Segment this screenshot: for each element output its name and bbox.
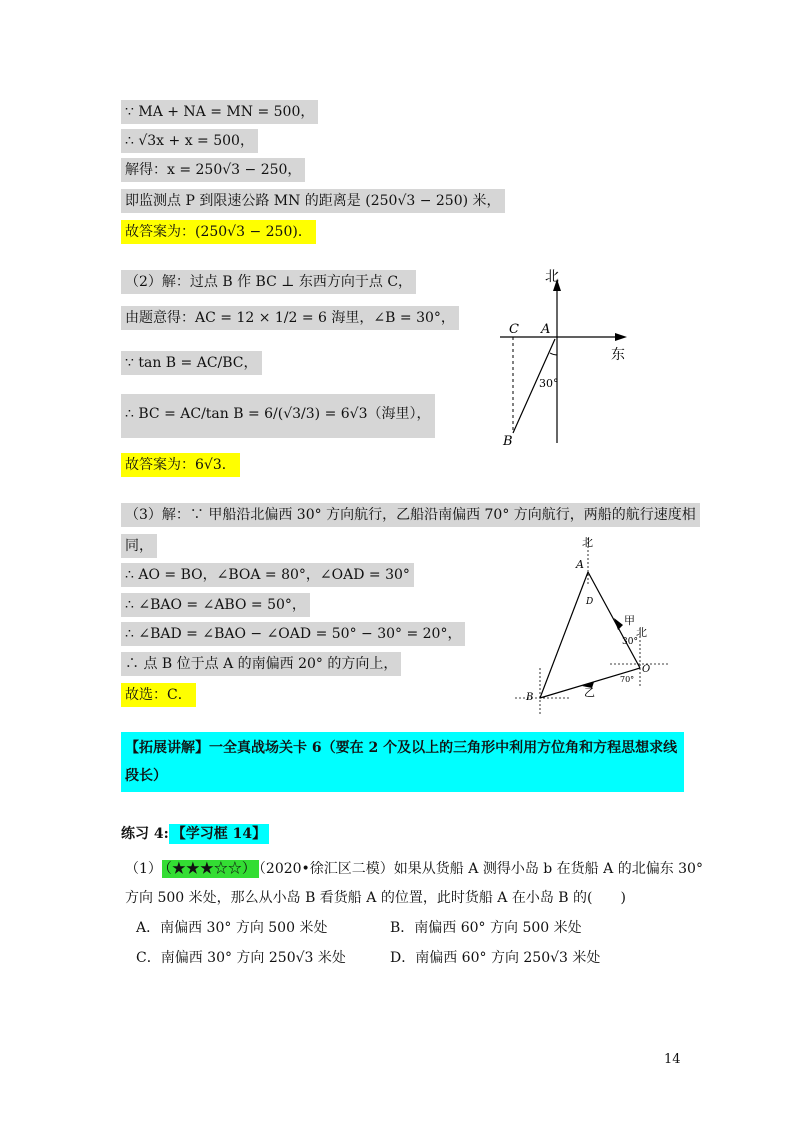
- part2-answer: 故答案为：6√3．: [121, 453, 240, 477]
- part2-line1: （2）解：过点 B 作 BC ⊥ 东西方向于点 C，: [121, 270, 416, 294]
- fig2-angle30-label: 30°: [622, 637, 638, 647]
- exercise-heading: [121, 822, 273, 846]
- fig2-angle70-label: 70°: [620, 675, 635, 684]
- fig2-a-label: A: [576, 558, 584, 571]
- part3-line6: ∴ 点 B 位于点 A 的南偏西 20° 的方向上，: [121, 652, 401, 676]
- fig1-east-arrow: [615, 333, 627, 341]
- part3-answer: 故选：C．: [121, 683, 196, 707]
- part1-line3: 解得：x = 250√3 − 250，: [121, 158, 305, 182]
- part1-line4: 即监测点 P 到限速公路 MN 的距离是 (250√3 − 250) 米，: [121, 189, 505, 213]
- fig1-angle-label: 30°: [539, 377, 559, 390]
- part1-line1: ∵ MA + NA = MN = 500，: [121, 100, 318, 124]
- part1-line2: ∴ √3x + x = 500，: [121, 129, 258, 153]
- option-a[interactable]: A．南偏西 30° 方向 500 米处: [136, 920, 328, 936]
- fig1-c-label: C: [509, 322, 519, 337]
- fig2-yi-label: 乙: [584, 686, 595, 699]
- question-text1: （2020•徐汇区二模）如果从货船 A 测得小岛 b 在货船 A 的北偏东 30°: [258, 861, 703, 877]
- part2-line2: 由题意得：AC = 12 × 1/2 = 6 海里，∠B = 30°，: [121, 306, 459, 330]
- difficulty-stars: （★★★☆☆）: [162, 860, 259, 878]
- part2-line3: ∵ tan B = AC/BC，: [121, 351, 262, 375]
- fig2-north-right-label: 北: [636, 626, 647, 639]
- fig2-b-label: B: [526, 692, 534, 703]
- figure2-diagram: [510, 528, 680, 718]
- fig2-north-top-label: 北: [582, 536, 593, 549]
- fig1-b-label: B: [503, 434, 513, 449]
- figure1-diagram: [495, 265, 645, 455]
- exercise-label: 练习 4:: [121, 826, 169, 842]
- part1-answer: 故答案为：(250√3 − 250)．: [121, 220, 316, 244]
- extension-title: 【拓展讲解】一全真战场关卡 6（要在 2 个及以上的三角形中利用方位角和方程思想求线段长）: [121, 732, 684, 792]
- option-d[interactable]: D．南偏西 60° 方向 250√3 米处: [390, 950, 601, 966]
- fig2-d-label: D: [586, 597, 594, 607]
- fig2-jia-arrow: [614, 618, 623, 630]
- part3-line2: 同，: [121, 534, 157, 558]
- fig1-angle-arc: [550, 353, 557, 355]
- option-b[interactable]: B．南偏西 60° 方向 500 米处: [390, 920, 582, 936]
- option-c[interactable]: C．南偏西 30° 方向 250√3 米处: [136, 950, 346, 966]
- fig2-jia-label: 甲: [624, 614, 635, 627]
- part3-line5: ∴ ∠BAD = ∠BAO − ∠OAD = 50° − 30° = 20°，: [121, 622, 465, 646]
- part3-line4: ∴ ∠BAO = ∠ABO = 50°，: [121, 593, 310, 617]
- fig1-a-label: A: [541, 322, 551, 337]
- question-line2: 方向 500 米处，那么从小岛 B 看货船 A 的位置，此时货船 A 在小岛 B 的( ): [125, 890, 626, 906]
- page-number: 14: [664, 1052, 681, 1067]
- fig2-o-label: O: [642, 664, 651, 675]
- part3-line3: ∴ AO = BO，∠BOA = 80°，∠OAD = 30°: [121, 563, 414, 587]
- question-number: （1）: [125, 861, 162, 877]
- fig2-ab-line: [540, 572, 588, 698]
- study-box-label: 【学习框 14】: [169, 824, 269, 844]
- fig1-east-label: 东: [611, 347, 625, 363]
- part3-line1: （3）解：∵ 甲船沿北偏西 30° 方向航行，乙船沿南偏西 70° 方向航行，两船的航行速度相: [121, 503, 700, 527]
- part2-line4: ∴ BC = AC/tan B = 6/(√3/3) = 6√3（海里），: [121, 394, 435, 438]
- fig1-north-label: 北: [545, 269, 559, 285]
- question-line1: [121, 857, 707, 881]
